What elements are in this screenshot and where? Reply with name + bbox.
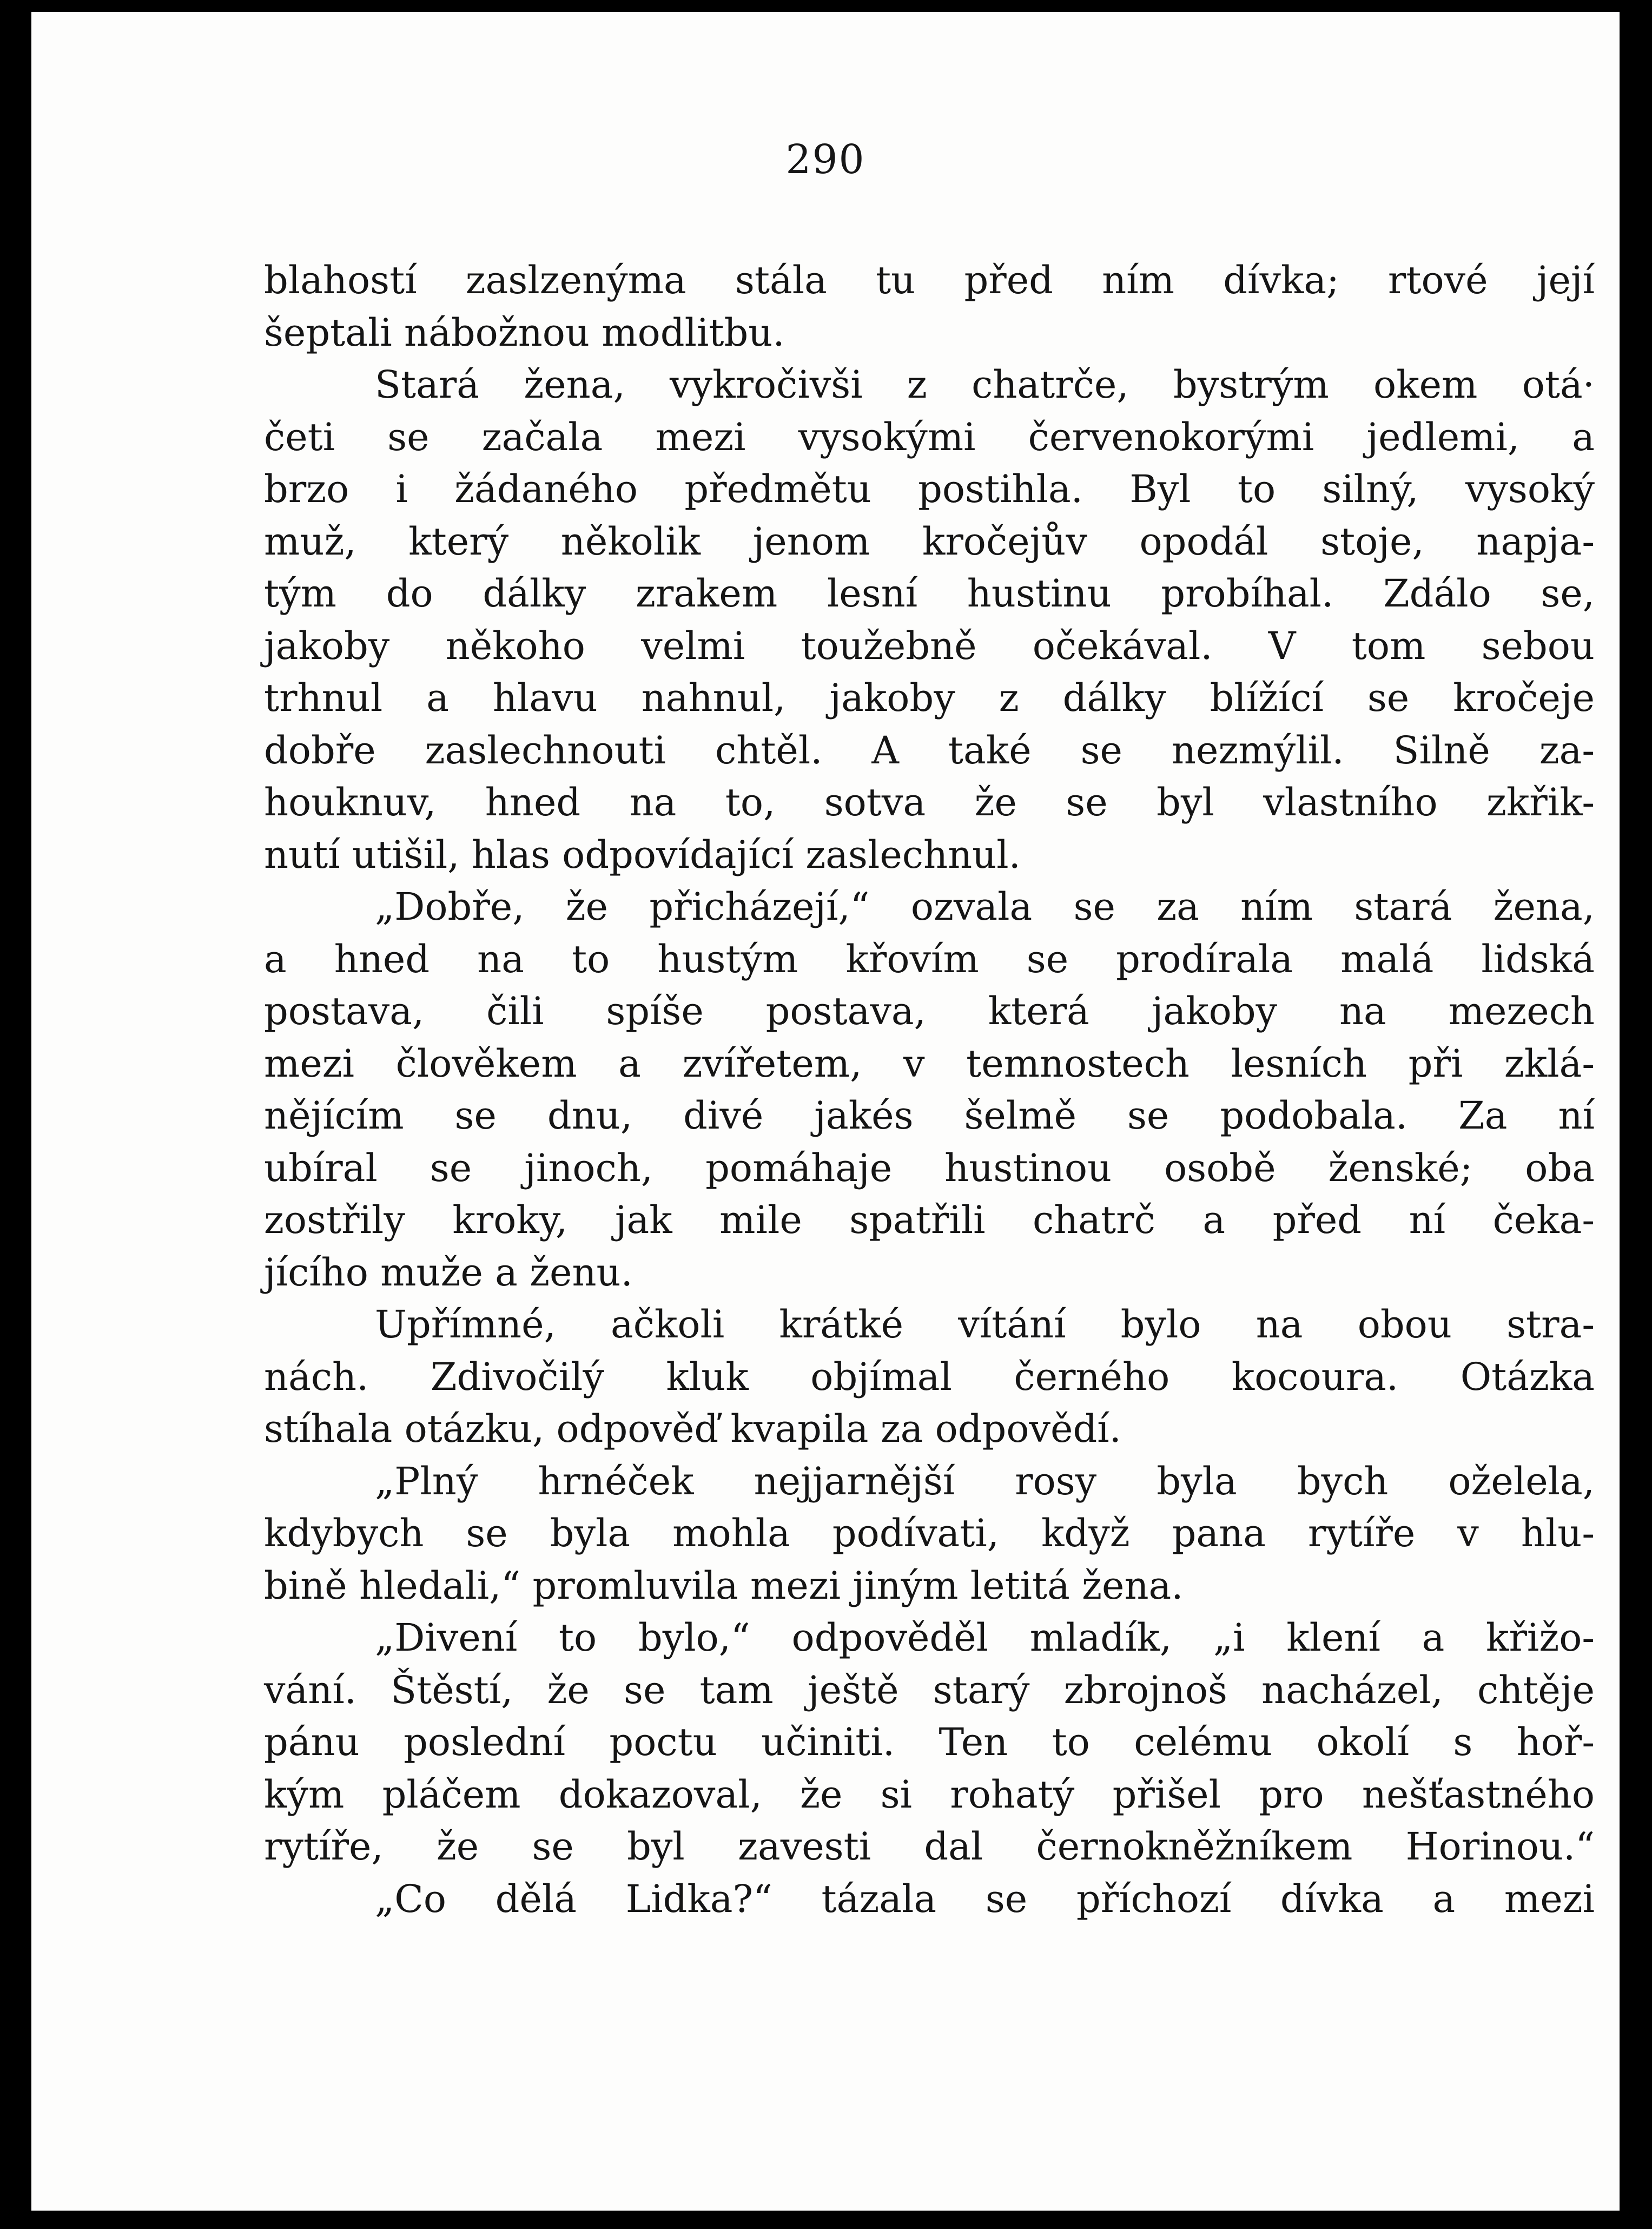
text-line: postava, čili spíše postava, která jakoby na mezech <box>264 989 1595 1033</box>
text-line: kdybych se byla mohla podívati, když pana rytíře v hlu- <box>264 1511 1595 1555</box>
text-line: „Co dělá Lidka?“ tázala se příchozí dívka a mezi <box>375 1876 1595 1921</box>
text-line: zostřily kroky, jak mile spatřili chatrč a před ní čeka- <box>264 1198 1595 1242</box>
text-line: Stará žena, vykročivši z chatrče, bystrým okem otá· <box>375 362 1595 407</box>
text-line: nějícím se dnu, divé jakés šelmě se podobala. Za ní <box>264 1093 1595 1138</box>
text-line: nutí utišil, hlas odpovídající zaslechnul. <box>264 832 1021 877</box>
scan-border-left <box>0 0 31 2229</box>
text-line: houknuv, hned na to, sotva že se byl vlastního zkřik- <box>264 780 1595 825</box>
text-line: dobře zaslechnouti chtěl. A také se nezmýlil. Silně za- <box>264 728 1595 773</box>
text-line: kým pláčem dokazoval, že si rohatý přišel pro nešťastného <box>264 1772 1595 1817</box>
text-line: četi se začala mezi vysokými červenokorými jedlemi, a <box>264 414 1595 459</box>
text-line: rytíře, že se byl zavesti dal černokněžníkem Horinou.“ <box>264 1824 1595 1869</box>
text-line: a hned na to hustým křovím se prodírala malá lidská <box>264 937 1595 981</box>
text-line: trhnul a hlavu nahnul, jakoby z dálky blížící se kročeje <box>264 676 1595 720</box>
text-line: „Plný hrnéček nejjarnější rosy byla bych oželela, <box>375 1459 1595 1503</box>
text-line: jícího muže a ženu. <box>264 1250 633 1295</box>
text-line: bině hledali,“ promluvila mezi jiným letitá žena. <box>264 1563 1184 1608</box>
page-number: 290 <box>785 136 865 183</box>
scan-border-top <box>0 0 1652 12</box>
text-line: blahostí zaslzenýma stála tu před ním dívka; rtové její <box>264 258 1595 302</box>
text-line: vání. Štěstí, že se tam ještě starý zbrojnoš nacházel, chtěje <box>264 1667 1595 1712</box>
text-line: muž, který několik jenom kročejův opodál stoje, napja- <box>264 519 1595 564</box>
text-line: Upřímné, ačkoli krátké vítání bylo na obou stra- <box>375 1302 1595 1347</box>
text-line: stíhala otázku, odpověď kvapila za odpovědí. <box>264 1407 1121 1451</box>
text-line: „Dobře, že přicházejí,“ ozvala se za ním stará žena, <box>375 885 1595 929</box>
text-line: tým do dálky zrakem lesní hustinu probíhal. Zdálo se, <box>264 571 1595 616</box>
text-line: mezi člověkem a zvířetem, v temnostech lesních při zklá- <box>264 1041 1595 1086</box>
scan-border-bottom <box>0 2211 1652 2229</box>
text-line: brzo i žádaného předmětu postihla. Byl to silný, vysoký <box>264 467 1595 511</box>
text-line: pánu poslední poctu učiniti. Ten to celému okolí s hoř- <box>264 1720 1595 1764</box>
text-line: nách. Zdivočilý kluk objímal černého kocoura. Otázka <box>264 1354 1595 1399</box>
text-line: šeptali nábožnou modlitbu. <box>264 310 785 355</box>
text-line: „Divení to bylo,“ odpověděl mladík, „i klení a křižo- <box>375 1615 1595 1660</box>
body-text <box>264 254 1595 1925</box>
book-page <box>31 12 1620 2211</box>
scan-border-right <box>1620 0 1652 2229</box>
text-line: ubíral se jinoch, pomáhaje hustinou osobě ženské; oba <box>264 1145 1595 1190</box>
text-line: jakoby někoho velmi toužebně očekával. V tom sebou <box>264 623 1595 668</box>
